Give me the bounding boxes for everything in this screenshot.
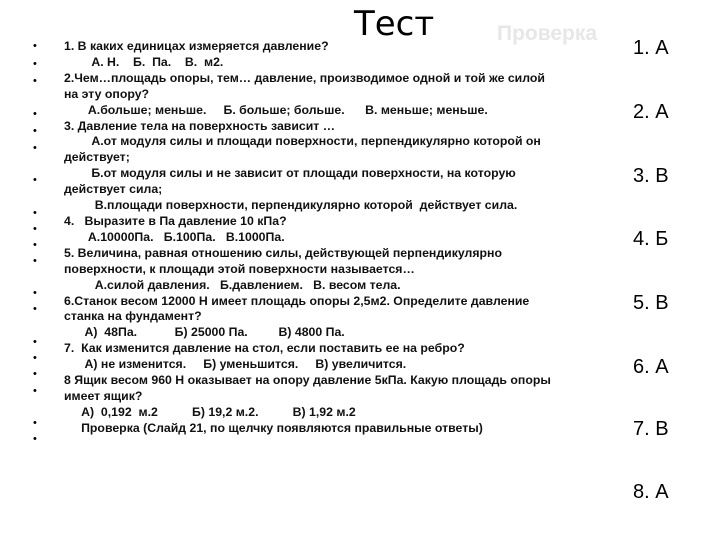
- answer-1: 1. А: [633, 37, 669, 59]
- bullet: •: [33, 75, 37, 87]
- answer-2: 2. А: [633, 101, 669, 123]
- answer-6: 6. А: [633, 356, 669, 378]
- text-line: А) 0,192 м.2 Б) 19,2 м.2. В) 1,92 м.2: [64, 404, 356, 419]
- text-line: А.силой давления. Б.давлением. В. весом тела.: [64, 277, 401, 292]
- bullet-column: [33, 40, 47, 460]
- text-line: А) не изменится. Б) уменьшится. В) увеличится.: [64, 357, 407, 372]
- text-line: Б.от модуля силы и не зависит от площади поверхности, на которую: [64, 166, 516, 181]
- bullet: •: [33, 336, 37, 348]
- bullet: •: [33, 40, 37, 52]
- text-line: 8 Ящик весом 960 Н оказывает на опору давление 5кПа. Какую площадь опоры: [64, 373, 551, 388]
- text-line: 4. Выразите в Па давление 10 кПа?: [64, 213, 287, 228]
- slide-title: Тест: [354, 4, 435, 44]
- text-line: А.10000Па. Б.100Па. В.1000Па.: [64, 229, 285, 244]
- text-line: 6.Станок весом 12000 Н имеет площадь опоры 2,5м2. Определите давление: [64, 293, 530, 308]
- answer-3: 3. В: [633, 165, 669, 187]
- check-heading: Проверка: [497, 22, 598, 45]
- bullet: •: [33, 125, 37, 137]
- text-line: на эту опору?: [64, 86, 150, 101]
- text-line: 1. В каких единицах измеряется давление?: [64, 39, 329, 53]
- bullet: •: [33, 108, 37, 120]
- answer-7: 7. В: [633, 418, 669, 440]
- bullet: •: [33, 174, 37, 186]
- text-line: А. Н. Б. Па. В. м2.: [64, 54, 224, 69]
- text-line: станка на фундамент?: [64, 309, 202, 324]
- text-line: 2.Чем…площадь опоры, тем… давление, производимое одной и той же силой: [64, 70, 545, 85]
- text-line: А.от модуля силы и площади поверхности, перпендикулярно которой он: [64, 134, 541, 149]
- answer-8: 8. А: [633, 481, 669, 503]
- bullet: •: [33, 58, 37, 70]
- bullet: •: [33, 385, 37, 397]
- text-line: 5. Величина, равная отношению силы, действующей перпендикулярно: [64, 245, 502, 260]
- answer-column: [633, 0, 713, 540]
- bullet: •: [33, 142, 37, 154]
- bullet: •: [33, 303, 37, 315]
- bullet: •: [33, 433, 37, 445]
- test-questions: [64, 39, 622, 437]
- text-line: 3. Давление тела на поверхность зависит …: [64, 118, 336, 133]
- answer-5: 5. В: [633, 292, 669, 314]
- bullet: •: [33, 239, 37, 251]
- text-line: А.больше; меньше. Б. больше; больше. В. меньше; меньше.: [64, 102, 488, 117]
- text-line: поверхности, к площади этой поверхности называется…: [64, 261, 415, 276]
- bullet: •: [33, 255, 37, 267]
- bullet: •: [33, 223, 37, 235]
- bullet: •: [33, 368, 37, 380]
- bullet: •: [33, 352, 37, 364]
- answer-4: 4. Б: [633, 228, 669, 250]
- text-line: имеет ящик?: [64, 388, 143, 403]
- bullet: •: [33, 287, 37, 299]
- text-line: 7. Как изменится давление на стол, если поставить ее на ребро?: [64, 341, 465, 356]
- bullet: •: [33, 207, 37, 219]
- text-line: действует;: [64, 150, 130, 165]
- text-line: В.площади поверхности, перпендикулярно которой действует сила.: [64, 198, 518, 213]
- text-line: действует сила;: [64, 182, 163, 197]
- bullet: •: [33, 417, 37, 429]
- text-line: Проверка (Слайд 21, по щелчку появляются правильные ответы): [64, 420, 483, 435]
- text-line: А) 48Па. Б) 25000 Па. В) 4800 Па.: [64, 325, 345, 340]
